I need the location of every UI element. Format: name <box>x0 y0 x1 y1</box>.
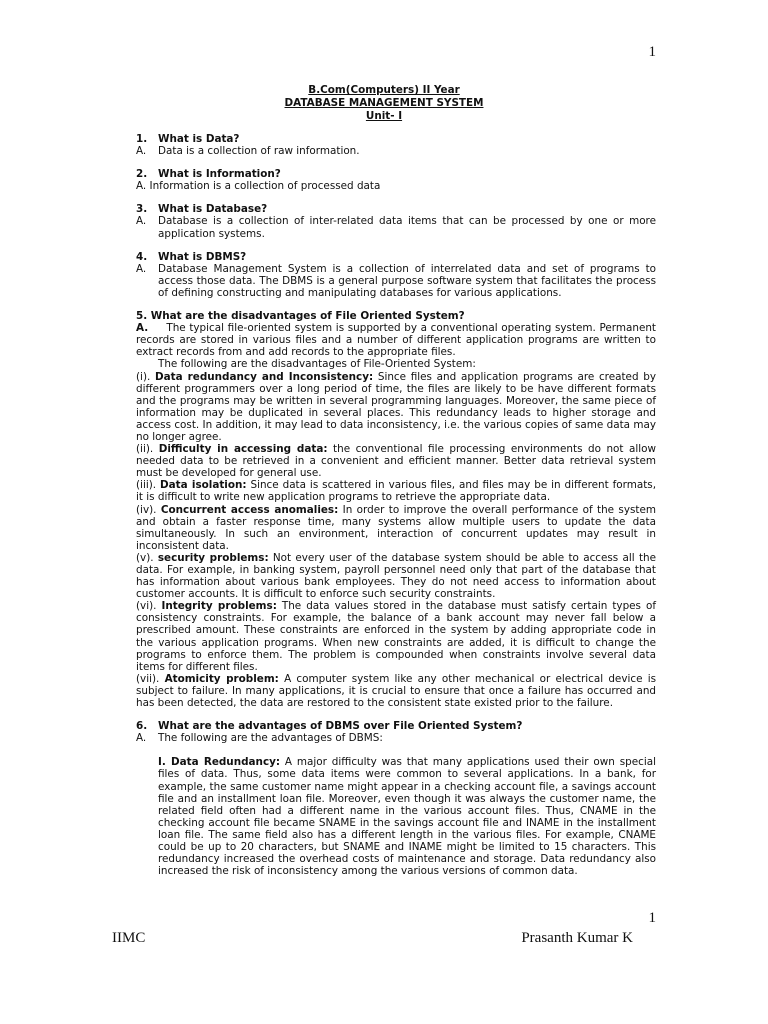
question-text: What are the advantages of DBMS over File Oriented System? <box>158 720 523 733</box>
disadvantage-item <box>136 504 656 552</box>
item-prefix: (iii). <box>136 479 161 492</box>
disadvantage-item <box>136 673 656 709</box>
page-number-bottom: 1 <box>648 910 656 926</box>
item-text: Since files and application programs are created by different programmers over a long period of time, the files are likely to be have different formats and the programs may be written in several programming languages. Moreover, the same piece of information may be duplicated in several places. This redundancy leads to higher storage and access cost. In addition, it may lead to data inconsistency, i.e. the various copies of same data may no longer agree. <box>136 370 657 443</box>
item-prefix: (iv). <box>136 503 161 516</box>
item-title: I. Data Redundancy: <box>158 756 281 769</box>
item-prefix: (i). <box>136 370 156 383</box>
item-text: A major difficulty was that many applications used their own special files of data. Thus, some data items were common to several applications. In a bank, for example, the same customer name might appear in a checking account file, a savings account file and an installment loan file. Moreover, even though it was always the customer name, the related field often had a different name in the various account files. Thus, CNAME in the checking account file became SNAME in the savings account file and INAME in the installment loan file. The same field also has a different length in the various files. For example, CNAME could be up to 20 characters, but SNAME and INAME might be limited to 15 characters. This redundancy increased the overhead costs of maintenance and storage. Data redundancy also increased the risk of inconsistency among the various versions of common data. <box>158 756 657 878</box>
document-header <box>0 84 768 123</box>
unit-title: Unit- I <box>365 110 403 122</box>
advantage-item <box>158 756 656 877</box>
question-2 <box>136 168 656 180</box>
footer-author: Prasanth Kumar K <box>521 930 633 946</box>
question-text: What is DBMS? <box>158 250 247 263</box>
question-5 <box>136 310 656 322</box>
disadvantage-item <box>136 600 656 673</box>
document-body <box>136 133 656 877</box>
answer-5-intro <box>136 322 656 358</box>
question-6 <box>136 720 656 732</box>
answer-3 <box>136 215 656 239</box>
question-1 <box>136 133 656 145</box>
item-prefix: (vii). <box>136 672 165 685</box>
answer-label: A. <box>136 145 147 158</box>
question-text: What is Data? <box>158 133 240 145</box>
question-3 <box>136 203 656 215</box>
item-title: Concurrent access anomalies: <box>160 503 339 516</box>
subject-title: DATABASE MANAGEMENT SYSTEM <box>284 97 484 109</box>
answer-text: The following are the advantages of DBMS: <box>158 732 383 745</box>
answer-text: Database is a collection of inter-related data items that can be processed by one or more application systems. <box>158 215 656 240</box>
item-title: Integrity problems: <box>161 600 277 613</box>
item-title: Data isolation: <box>160 479 247 492</box>
disadvantage-item <box>136 552 656 600</box>
question-number: 3. <box>136 203 148 216</box>
course-title: B.Com(Computers) II Year <box>308 84 460 96</box>
question-4 <box>136 251 656 263</box>
answer-text: The typical file-oriented system is supported by a conventional operating system. Permanent records are stored in various files and a number of different application programs are written to extract records from and add records to the appropriate files. <box>136 322 656 359</box>
item-prefix: (vi). <box>136 600 162 613</box>
footer-institution: IIMC <box>112 930 146 946</box>
answer-label: A. <box>136 322 149 335</box>
answer-2: A. Information is a collection of processed data <box>136 180 381 193</box>
question-number: 2. <box>136 168 148 181</box>
disadvantage-item <box>136 371 656 444</box>
question-text: 5. What are the disadvantages of File Oriented System? <box>136 310 465 323</box>
item-text: The data values stored in the database must satisfy certain types of consistency constraints. For example, the balance of a bank account may never fall below a prescribed amount. These constraints are enforced in the system by adding appropriate code in the various application programs. When new constraints are added, it is difficult to change the programs to enforce them. The problem is compounded when constraints involve several data items for different files. <box>136 600 657 673</box>
answer-text: Data is a collection of raw information. <box>158 145 360 158</box>
item-title: Data redundancy and Inconsistency: <box>155 370 374 383</box>
item-text: A computer system like any other mechanical or electrical device is subject to failure. In many applications, it is crucial to ensure that once a failure has occurred and has been detected, the data are restored to the consistent state existed prior to the failure. <box>136 672 656 710</box>
question-number: 4. <box>136 250 148 263</box>
item-title: Difficulty in accessing data: <box>158 443 328 456</box>
item-prefix: (ii). <box>136 443 159 456</box>
answer-4 <box>136 263 656 299</box>
item-text: Not every user of the database system should be able to access all the data. For example, in banking system, payroll personnel need only that part of the database that has information about various bank employees. They do not need access to information about customer accounts. It is difficult to enforce such security constraints. <box>136 551 656 601</box>
answer-1 <box>136 145 656 157</box>
answer-label: A. <box>136 732 147 745</box>
disadvantage-item <box>136 443 656 479</box>
item-text: Since data is scattered in various files, and files may be in different formats, it is difficult to write new application programs to retrieve the appropriate data. <box>136 479 656 504</box>
item-prefix: (v). <box>136 551 158 564</box>
disadvantage-item <box>136 479 656 503</box>
page-number-top: 1 <box>648 44 656 60</box>
question-number: 6. <box>136 720 148 733</box>
answer-label: A. <box>136 215 147 228</box>
question-text: What is Database? <box>158 203 268 216</box>
item-text: the conventional file processing environments do not allow needed data to be retrieved in a convenient and efficient manner. Better data retrieval system must be developed for general use. <box>136 443 656 480</box>
question-text: What is Information? <box>158 168 281 181</box>
question-number: 1. <box>136 133 148 145</box>
answer-label: A. <box>136 262 147 275</box>
answer-text: Database Management System is a collection of interrelated data and set of programs to access those data. The DBMS is a general purpose software system that facilitates the process of defining constructing and manipulating databases for various applications. <box>158 262 656 299</box>
item-text: In order to improve the overall performance of the system and obtain a faster response time, many systems allow multiple users to update the data simultaneously. In such an environment, interaction of concurrent updates may result in inconsistent data. <box>136 503 656 552</box>
item-title: security problems: <box>157 551 269 564</box>
item-title: Atomicity problem: <box>164 672 279 685</box>
answer-5-lead: The following are the disadvantages of File-Oriented System: <box>158 358 476 371</box>
answer-6 <box>136 732 656 744</box>
